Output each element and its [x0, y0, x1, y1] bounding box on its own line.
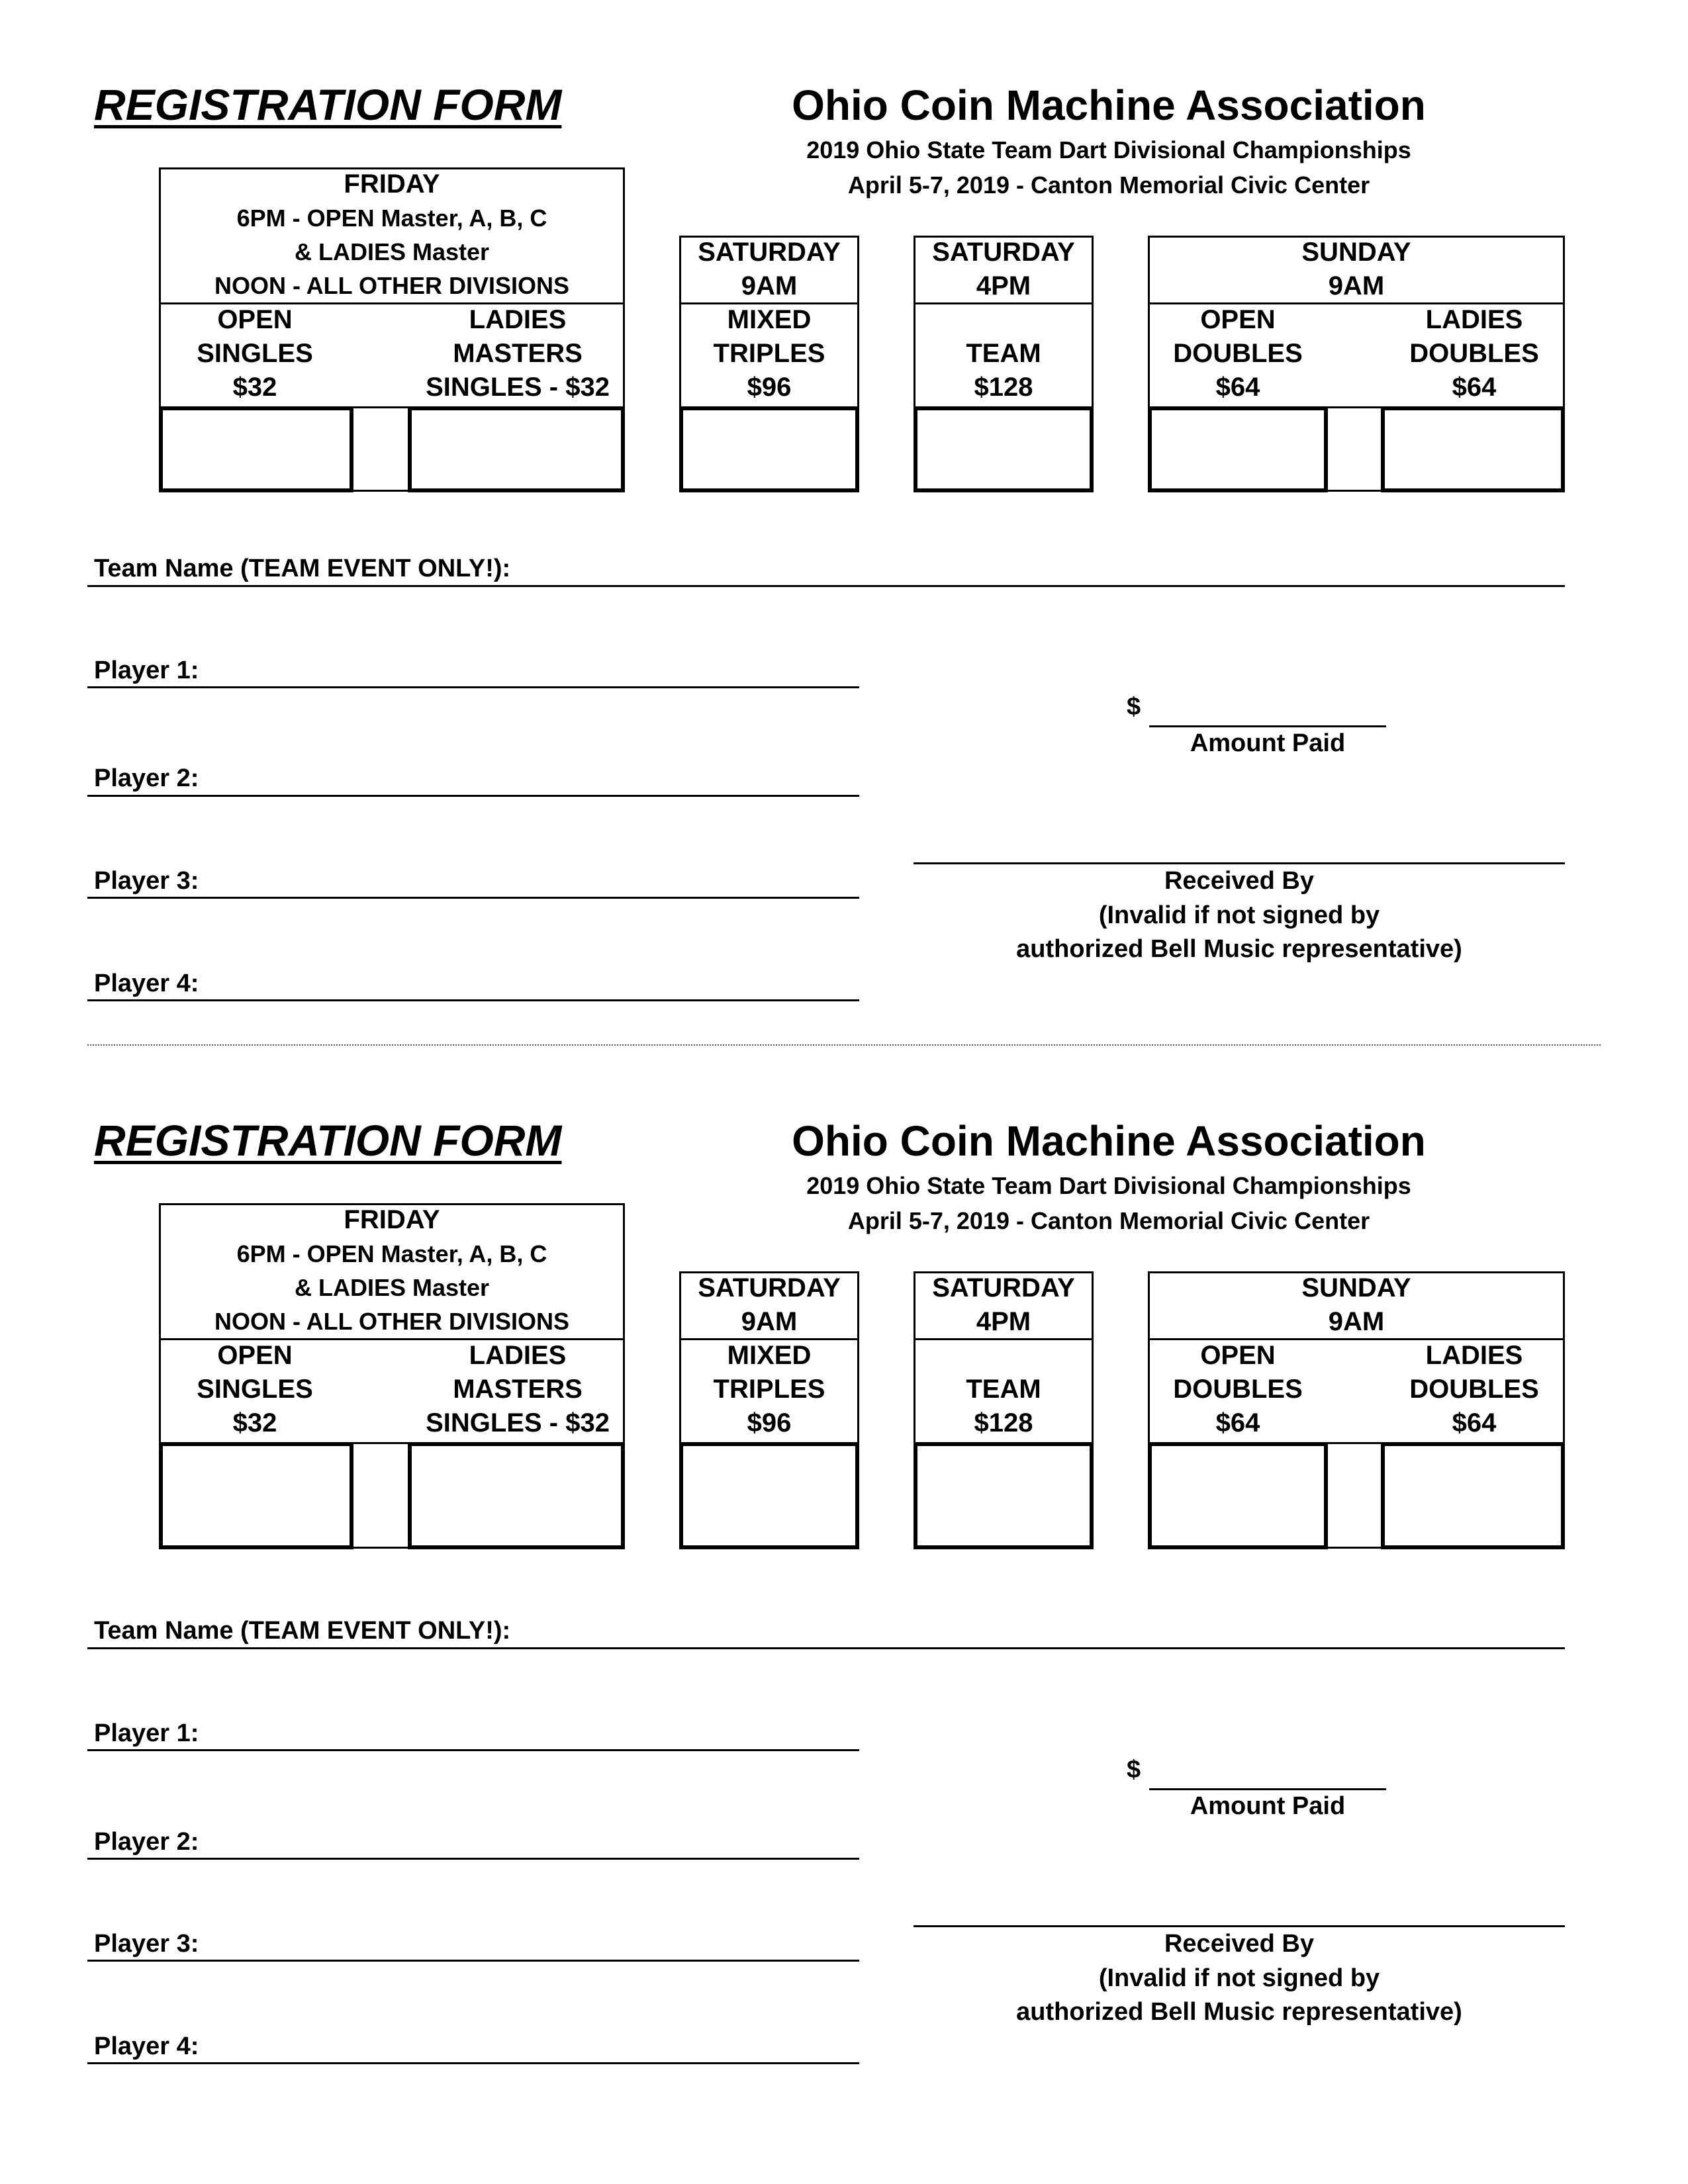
open-doubles-price: $64 — [1215, 1408, 1260, 1437]
player-4-label: Player 4: — [94, 970, 199, 997]
ladies-masters-price: SINGLES - $32 — [426, 1408, 610, 1437]
ladies-doubles-price: $64 — [1452, 1408, 1497, 1437]
player-4-field[interactable] — [87, 2062, 859, 2064]
player-3-field[interactable] — [87, 1960, 859, 1962]
saturday-4pm-divider — [914, 1338, 1094, 1340]
mixed-triples-price: $96 — [747, 373, 792, 402]
saturday-4pm-day: SATURDAY — [932, 238, 1075, 267]
ladies-masters-price: SINGLES - $32 — [426, 373, 610, 402]
open-doubles-checkbox[interactable] — [1148, 1442, 1328, 1549]
amount-paid-label: Amount Paid — [1190, 729, 1346, 757]
ladies-masters-label: MASTERS — [453, 1375, 583, 1404]
team-name-label: Team Name (TEAM EVENT ONLY!): — [94, 555, 511, 582]
friday-line3: NOON - ALL OTHER DIVISIONS — [214, 272, 570, 299]
open-singles-price: $32 — [232, 1408, 277, 1437]
player-1-label: Player 1: — [94, 657, 199, 684]
open-singles-label: SINGLES — [197, 1375, 313, 1404]
saturday-9am-day: SATURDAY — [698, 238, 841, 267]
event-date-location: April 5-7, 2019 - Canton Memorial Civic Center — [847, 1207, 1370, 1234]
organization-name: Ohio Coin Machine Association — [792, 1117, 1426, 1165]
saturday-9am-time: 9AM — [741, 271, 798, 300]
open-doubles-label: OPEN — [1200, 1341, 1276, 1370]
ladies-masters-checkbox[interactable] — [408, 406, 625, 492]
open-doubles-label: DOUBLES — [1173, 1375, 1303, 1404]
friday-line1: 6PM - OPEN Master, A, B, C — [236, 205, 547, 232]
team-event-checkbox[interactable] — [914, 406, 1094, 492]
mixed-triples-checkbox[interactable] — [679, 1442, 859, 1549]
ladies-doubles-label: DOUBLES — [1409, 1375, 1539, 1404]
registration-form-top — [0, 0, 1688, 1032]
saturday-4pm-day: SATURDAY — [932, 1273, 1075, 1302]
player-3-label: Player 3: — [94, 867, 199, 895]
mixed-triples-price: $96 — [747, 1408, 792, 1437]
mixed-triples-label: TRIPLES — [713, 1375, 825, 1404]
player-3-label: Player 3: — [94, 1930, 199, 1958]
team-event-price: $128 — [974, 373, 1033, 402]
received-by-note: (Invalid if not signed by — [1098, 1964, 1380, 1992]
dollar-sign: $ — [1127, 693, 1141, 721]
player-1-field[interactable] — [87, 686, 859, 688]
form-title: REGISTRATION FORM — [94, 80, 562, 129]
ladies-doubles-label: LADIES — [1425, 1341, 1523, 1370]
open-doubles-label: OPEN — [1200, 305, 1276, 334]
event-subtitle: 2019 Ohio State Team Dart Divisional Championships — [806, 1172, 1411, 1199]
ladies-doubles-checkbox[interactable] — [1381, 406, 1565, 492]
team-event-label: TEAM — [966, 339, 1041, 368]
received-by-note: authorized Bell Music representative) — [1016, 935, 1462, 963]
friday-line3: NOON - ALL OTHER DIVISIONS — [214, 1308, 570, 1335]
player-1-field[interactable] — [87, 1749, 859, 1751]
sunday-day: SUNDAY — [1301, 238, 1411, 267]
player-2-field[interactable] — [87, 1858, 859, 1860]
friday-line1: 6PM - OPEN Master, A, B, C — [236, 1240, 547, 1267]
player-4-label: Player 4: — [94, 2032, 199, 2060]
saturday-4pm-time: 4PM — [976, 271, 1031, 300]
mixed-triples-label: MIXED — [727, 305, 812, 334]
ladies-masters-checkbox[interactable] — [408, 1442, 625, 1549]
player-2-label: Player 2: — [94, 1828, 199, 1856]
mixed-triples-checkbox[interactable] — [679, 406, 859, 492]
sunday-time: 9AM — [1328, 1307, 1385, 1336]
received-by-field[interactable] — [914, 1925, 1565, 1927]
ladies-doubles-label: DOUBLES — [1409, 339, 1539, 368]
player-3-field[interactable] — [87, 897, 859, 899]
event-subtitle: 2019 Ohio State Team Dart Divisional Championships — [806, 136, 1411, 163]
ladies-doubles-price: $64 — [1452, 373, 1497, 402]
team-name-field[interactable] — [87, 585, 1565, 587]
player-4-field[interactable] — [87, 999, 859, 1001]
saturday-4pm-divider — [914, 302, 1094, 304]
mixed-triples-label: MIXED — [727, 1341, 812, 1370]
player-2-label: Player 2: — [94, 764, 199, 792]
open-doubles-label: DOUBLES — [1173, 339, 1303, 368]
team-name-field[interactable] — [87, 1647, 1565, 1649]
received-by-label: Received By — [1164, 1930, 1314, 1958]
dollar-sign: $ — [1127, 1756, 1141, 1784]
open-singles-label: OPEN — [217, 1341, 293, 1370]
open-doubles-checkbox[interactable] — [1148, 406, 1328, 492]
ladies-masters-label: LADIES — [469, 305, 567, 334]
friday-day: FRIDAY — [344, 1205, 440, 1234]
received-by-note: authorized Bell Music representative) — [1016, 1998, 1462, 2026]
team-event-checkbox[interactable] — [914, 1442, 1094, 1549]
received-by-label: Received By — [1164, 867, 1314, 895]
ladies-doubles-checkbox[interactable] — [1381, 1442, 1565, 1549]
open-doubles-price: $64 — [1215, 373, 1260, 402]
mixed-triples-label: TRIPLES — [713, 339, 825, 368]
ladies-doubles-label: LADIES — [1425, 305, 1523, 334]
sunday-day: SUNDAY — [1301, 1273, 1411, 1302]
received-by-note: (Invalid if not signed by — [1098, 901, 1380, 929]
player-1-label: Player 1: — [94, 1719, 199, 1747]
team-event-price: $128 — [974, 1408, 1033, 1437]
form-title: REGISTRATION FORM — [94, 1116, 562, 1165]
open-singles-checkbox[interactable] — [159, 406, 353, 492]
received-by-field[interactable] — [914, 862, 1565, 864]
sunday-time: 9AM — [1328, 271, 1385, 300]
open-singles-label: SINGLES — [197, 339, 313, 368]
open-singles-checkbox[interactable] — [159, 1442, 353, 1549]
team-event-label: TEAM — [966, 1375, 1041, 1404]
event-date-location: April 5-7, 2019 - Canton Memorial Civic Center — [847, 171, 1370, 199]
saturday-4pm-time: 4PM — [976, 1307, 1031, 1336]
friday-line2: & LADIES Master — [294, 1274, 490, 1301]
open-singles-label: OPEN — [217, 305, 293, 334]
saturday-9am-day: SATURDAY — [698, 1273, 841, 1302]
friday-day: FRIDAY — [344, 169, 440, 199]
ladies-masters-label: LADIES — [469, 1341, 567, 1370]
saturday-9am-time: 9AM — [741, 1307, 798, 1336]
organization-name: Ohio Coin Machine Association — [792, 81, 1426, 129]
amount-paid-field[interactable] — [1149, 1788, 1386, 1790]
team-name-label: Team Name (TEAM EVENT ONLY!): — [94, 1617, 511, 1645]
friday-line2: & LADIES Master — [294, 238, 490, 265]
amount-paid-field[interactable] — [1149, 725, 1386, 727]
amount-paid-label: Amount Paid — [1190, 1792, 1346, 1820]
ladies-masters-label: MASTERS — [453, 339, 583, 368]
open-singles-price: $32 — [232, 373, 277, 402]
player-2-field[interactable] — [87, 795, 859, 797]
registration-form-bottom — [0, 1036, 1688, 2068]
